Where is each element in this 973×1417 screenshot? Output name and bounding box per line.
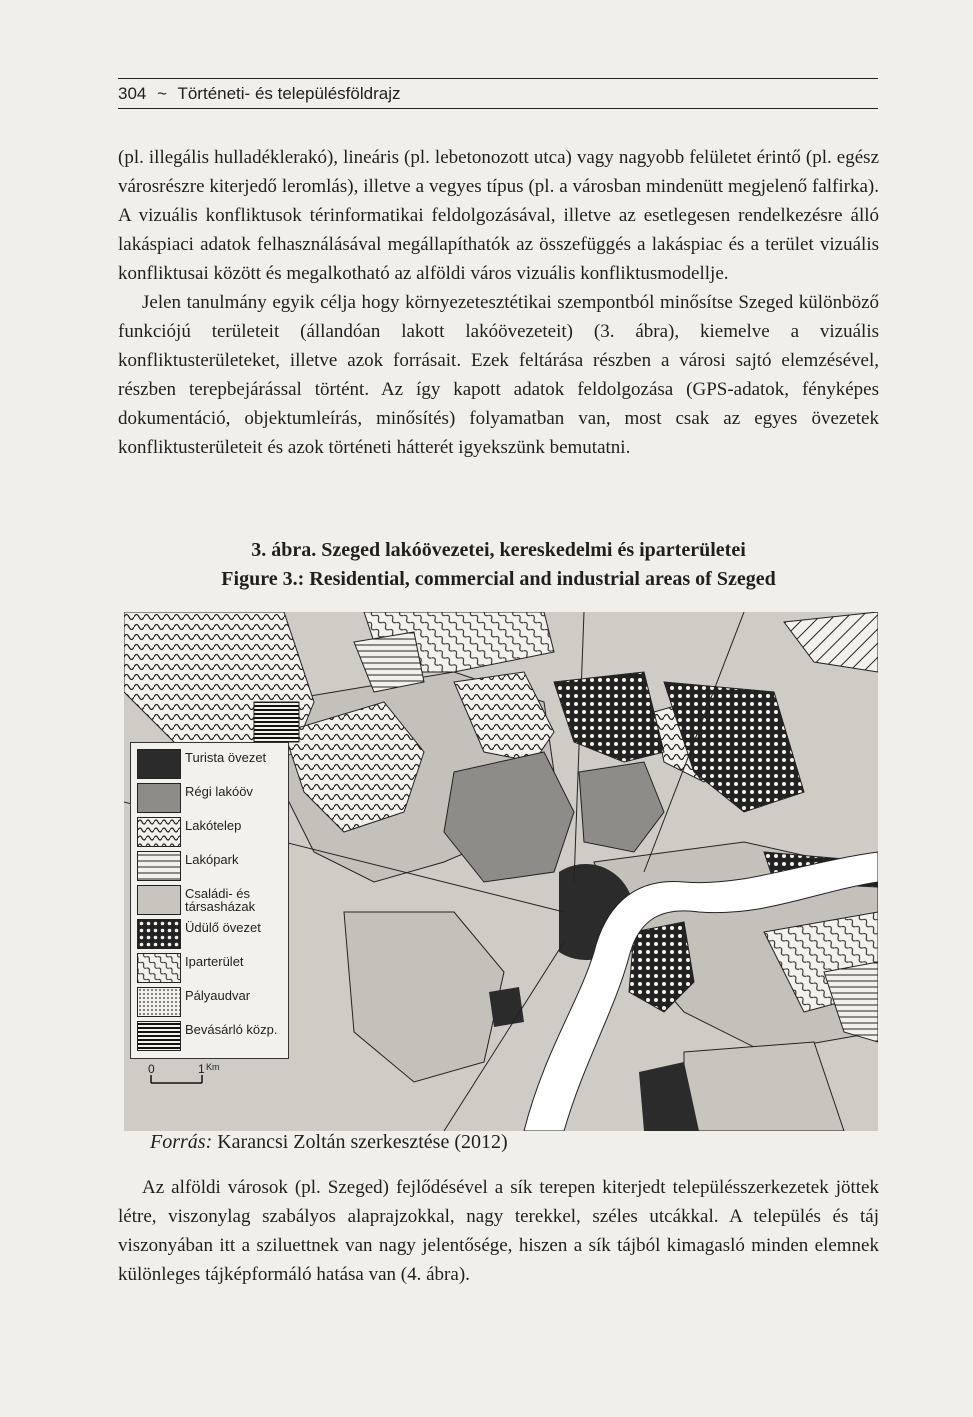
paragraph-1: (pl. illegális hulladéklerakó), lineáris (pl. lebetonozott utca) vagy nagyobb felületet érintő (pl. egész városrészre kiterjedő leromlás), illetve a vegyes típus (pl. a városban mindenütt megjelenő falfirka). A vizuális konfliktusok térinformatikai feldolgozásával, illetve az esetlegesen rendelkezésre álló lakáspiaci adatok felhasználásával megállapíthatók az összefüggés a lakáspiac és a terület vizuális konfliktusai között és megalkotható az alföldi város vizuális konfliktusmodellje. [118,147,879,284]
legend-label: Családi- és társasházak [185,886,256,914]
legend-label: Lakópark [185,852,239,867]
legend-swatch [137,783,181,813]
legend-swatch [137,919,181,949]
running-head [118,78,878,109]
body-text-top [118,143,879,462]
figure-caption-hu: 3. ábra. Szeged lakóövezetei, kereskedelmi és iparterületei [251,539,746,561]
legend-label: Pályaudvar [185,988,251,1003]
scale-bar [148,1062,228,1086]
scale-line [150,1074,214,1084]
figure-source [150,1128,508,1157]
legend-item-iparterulet [137,953,287,985]
legend-label: Üdülő övezet [185,920,261,935]
legend-item-regi-lakoov [137,783,287,815]
legend-swatch [137,1021,181,1051]
legend-swatch [137,851,181,881]
page-number: 304 [118,84,147,103]
legend-swatch [137,953,181,983]
scale-unit: Km [206,1062,220,1072]
legend-label: Iparterület [185,954,244,969]
source-label: Forrás: [150,1131,213,1153]
legend-label: Bevásárló közp. [185,1022,278,1037]
running-title: Történeti- és településföldrajz [177,84,401,103]
legend-item-turista [137,749,287,781]
legend-item-lakotelep [137,817,287,849]
legend-swatch [137,817,181,847]
legend-item-palyaudvar [137,987,287,1019]
map-legend [130,742,289,1059]
legend-label: Lakótelep [185,818,242,833]
source-text: Karancsi Zoltán szerkesztése (2012) [217,1131,508,1153]
paragraph-3: Az alföldi városok (pl. Szeged) fejlődésével a sík terepen kiterjedt településszerkezetek jöttek létre, viszonylag szabályos alaprajzokkal, nagy terekkel, széles utcákkal. A település és táj viszonyában itt a sziluettnek van nagy jelentősége, hiszen a sík tájból kimagasló minden elemnek különleges tájképformáló hatása van (4. ábra). [118,1177,879,1285]
legend-label: Régi lakóöv [185,784,253,799]
header-separator: ~ [157,84,168,103]
legend-swatch [137,749,181,779]
scale-start: 0 [148,1062,155,1076]
legend-item-udulo [137,919,287,951]
legend-swatch [137,987,181,1017]
scale-end: 1 [198,1062,205,1076]
legend-label: Turista övezet [185,750,267,765]
figure-caption-en: Figure 3.: Residential, commercial and industrial areas of Szeged [221,568,776,590]
legend-item-lakopark [137,851,287,883]
legend-item-csaladi-haz [137,885,287,917]
paragraph-2: Jelen tanulmány egyik célja hogy környezetesztétikai szempontból minősítse Szeged különböző funkciójú területeit (állandóan lakott lakóövezeteit) (3. ábra), kiemelve a vizuális konfliktusterületeket, illetve azok forrásait. Ezek feltárása részben a városi sajtó elemzésével, részben terepbejárással történt. Az így kapott adatok feldolgozása (GPS-adatok, fényképes dokumentáció, objektumleírás, minősítés) folyamatban van, most csak az egyes övezetek konfliktusterületeit és azok történeti hátterét igyekszünk bemutatni. [118,292,879,458]
legend-swatch [137,885,181,915]
legend-item-bevasarlo [137,1021,287,1053]
